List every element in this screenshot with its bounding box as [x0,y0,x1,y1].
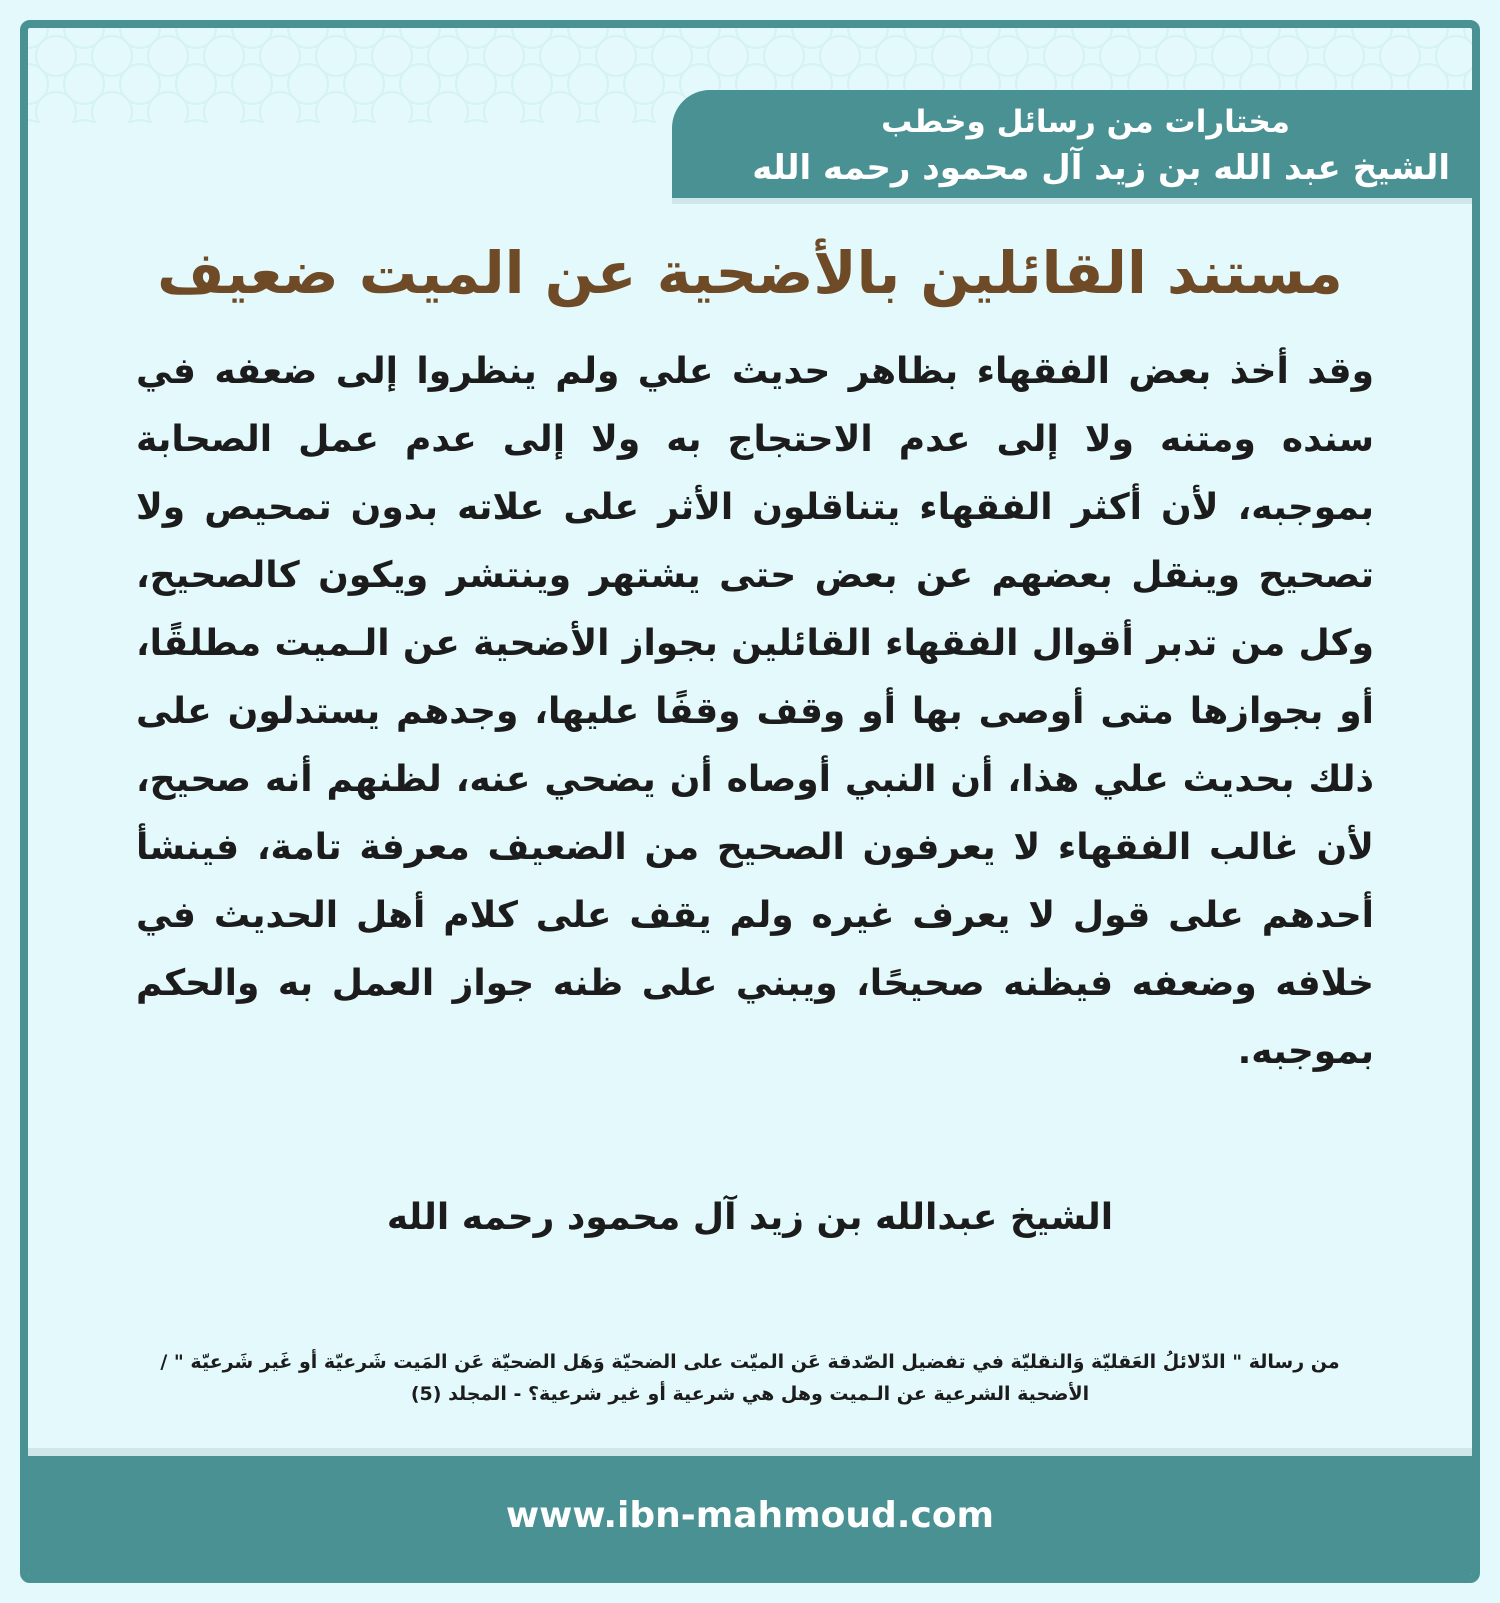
author-signature: الشيخ عبدالله بن زيد آل محمود رحمه الله [386,1197,1114,1238]
footer-divider [28,1448,1472,1456]
header-accent-strip [672,198,1472,204]
header-banner [672,90,1472,198]
page-frame [20,20,1480,1583]
footer-bar [28,1456,1472,1575]
header-series-title: مختارات من رسائل وخطب [881,104,1290,140]
page-title: مستند القائلين بالأضحية عن الميت ضعيف [157,239,1343,307]
website-link[interactable]: www.ibn-mahmoud.com [505,1495,995,1536]
header-author-name: الشيخ عبد الله بن زيد آل محمود رحمه الله [752,148,1450,188]
source-citation: من رسالة " الدّلائلُ العَقليّة وَالنقليّة في تفضيل الصّدقة عَن الميّت على الضحيّة وَهَل الضحيّة عَن المَيت شَرعيّة أو غَير شَرعيّة " / الأضحية الشرعية عن الـميت وهل هي شرعية أو غير شرعية؟ - المجلد (5) [160,1351,1340,1405]
body-paragraph: وقد أخذ بعض الفقهاء بظاهر حديث علي ولم ينظروا إلى ضعفه في سنده ومتنه ولا إلى عدم الاحتجاج به ولا إلى عدم عمل الصحابة بموجبه، لأن أكثر الفقهاء يتناقلون الأثر على علاته بدون تمحيص ولا تصحيح وينقل بعضهم عن بعض حتى يشتهر وينتشر ويكون كالصحيح، وكل من تدبر أقوال الفقهاء القائلين بجواز الأضحية عن الـميت مطلقًا، أو بجوازها متى أوصى بها أو وقف وقفًا عليها، وجدهم يستدلون على ذلك بحديث علي هذا، أن النبي أوصاه أن يضحي عنه، لظنهم أنه صحيح، لأن غالب الفقهاء لا يعرفون الصحيح من الضعيف معرفة تامة، فينشأ أحدهم على قول لا يعرف غيره ولم يقف على كلام أهل الحديث في خلافه وضعفه فيظنه صحيحًا، ويبني على ظنه جواز العمل به والحكم بموجبه. [136,351,1374,1072]
